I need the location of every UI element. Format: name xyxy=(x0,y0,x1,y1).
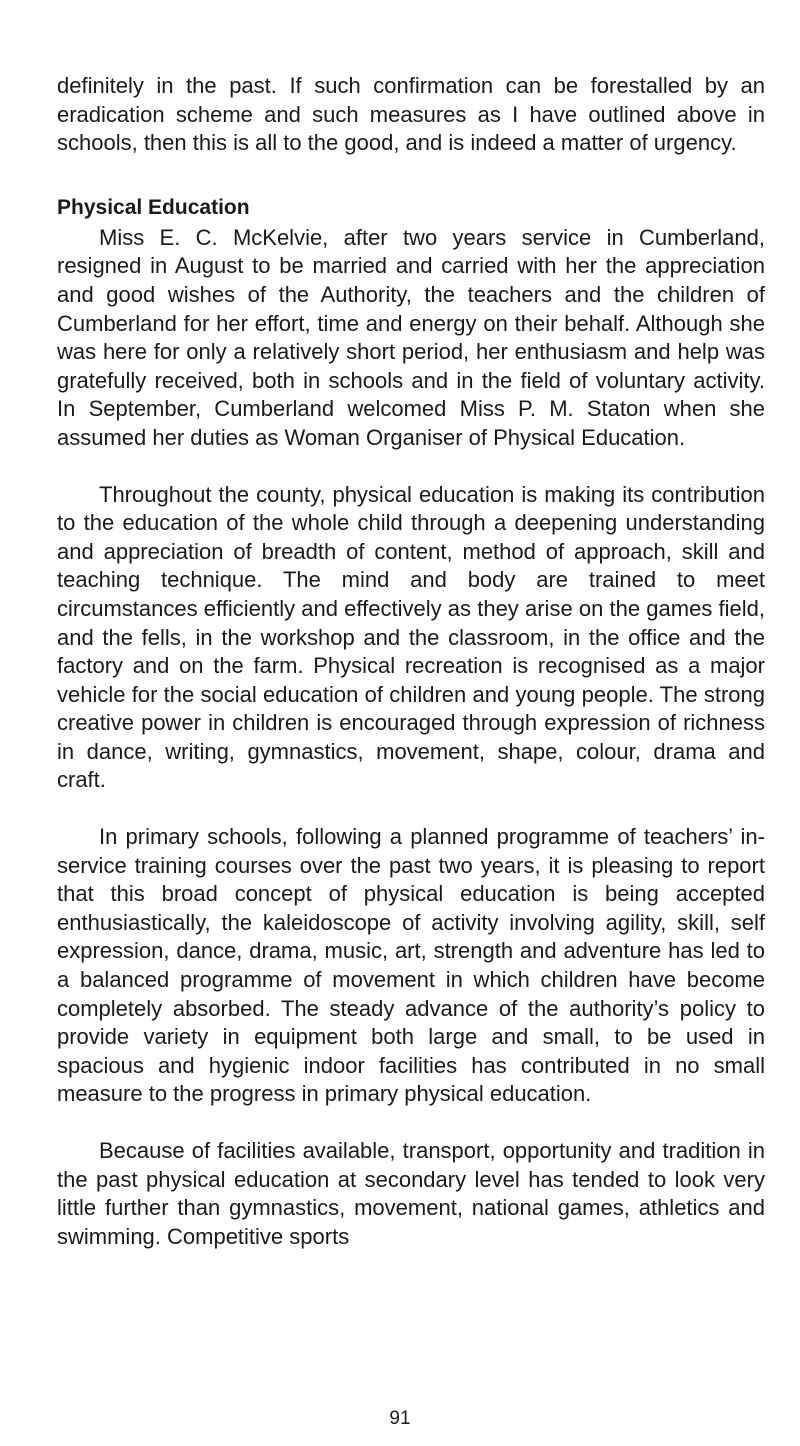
page-body xyxy=(57,72,765,1251)
paragraph-secondary: Because of facilities available, transport, opportunity and tradition in the past physical education at secondary level has tended to look very little further than gymnastics, movement, national games, athletics and swimming. Competitive sports xyxy=(57,1138,765,1249)
opening-paragraph: definitely in the past. If such confirmation can be forestalled by an eradication scheme and such measures as I have outlined above in schools, then this is all to the good, and is indeed a matter of urgency. xyxy=(57,73,765,156)
section-heading: Physical Education xyxy=(57,195,250,219)
page-number: 91 xyxy=(389,1408,411,1429)
paragraph-staff: Miss E. C. McKelvie, after two years service in Cumberland, resigned in August to be married and carried with her the appreciation and good wishes of the Authority, the teachers and the children of Cumberland for her effort, time and energy on their behalf. Although she was here for only a relatively short period, her enthusiasm and help was gratefully received, both in schools and in the field of voluntary activity. In September, Cumberland welcomed Miss P. M. Staton when she assumed her duties as Woman Organiser of Physical Education. xyxy=(57,224,765,450)
paragraph-county: Throughout the county, physical education is making its contribution to the education of the whole child through a deepening understanding and appreciation of breadth of content, method of approach, skill and teaching technique. The mind and body are trained to meet circumstances efficiently and effectively as they arise on the games field, and the fells, in the workshop and the classroom, in the office and the factory and on the farm. Physical recreation is recognised as a major vehicle for the social education of children and young people. The strong creative power in children is encouraged through expression of richness in dance, writing, gymnastics, movement, shape, colour, drama and craft. xyxy=(57,481,765,793)
paragraph-primary: In primary schools, following a planned programme of teachers’ in-service training courses over the past two years, it is pleasing to report that this broad concept of physical education is being accepted enthusiastically, the kaleidoscope of activity involving agility, skill, self expression, dance, drama, music, art, strength and adventure has led to a balanced programme of movement in which children have become completely absorbed. The steady advance of the authority’s policy to provide variety in equipment both large and small, to be used in spacious and hygienic indoor facilities has contributed in no small measure to the progress in primary physical education. xyxy=(57,824,765,1107)
